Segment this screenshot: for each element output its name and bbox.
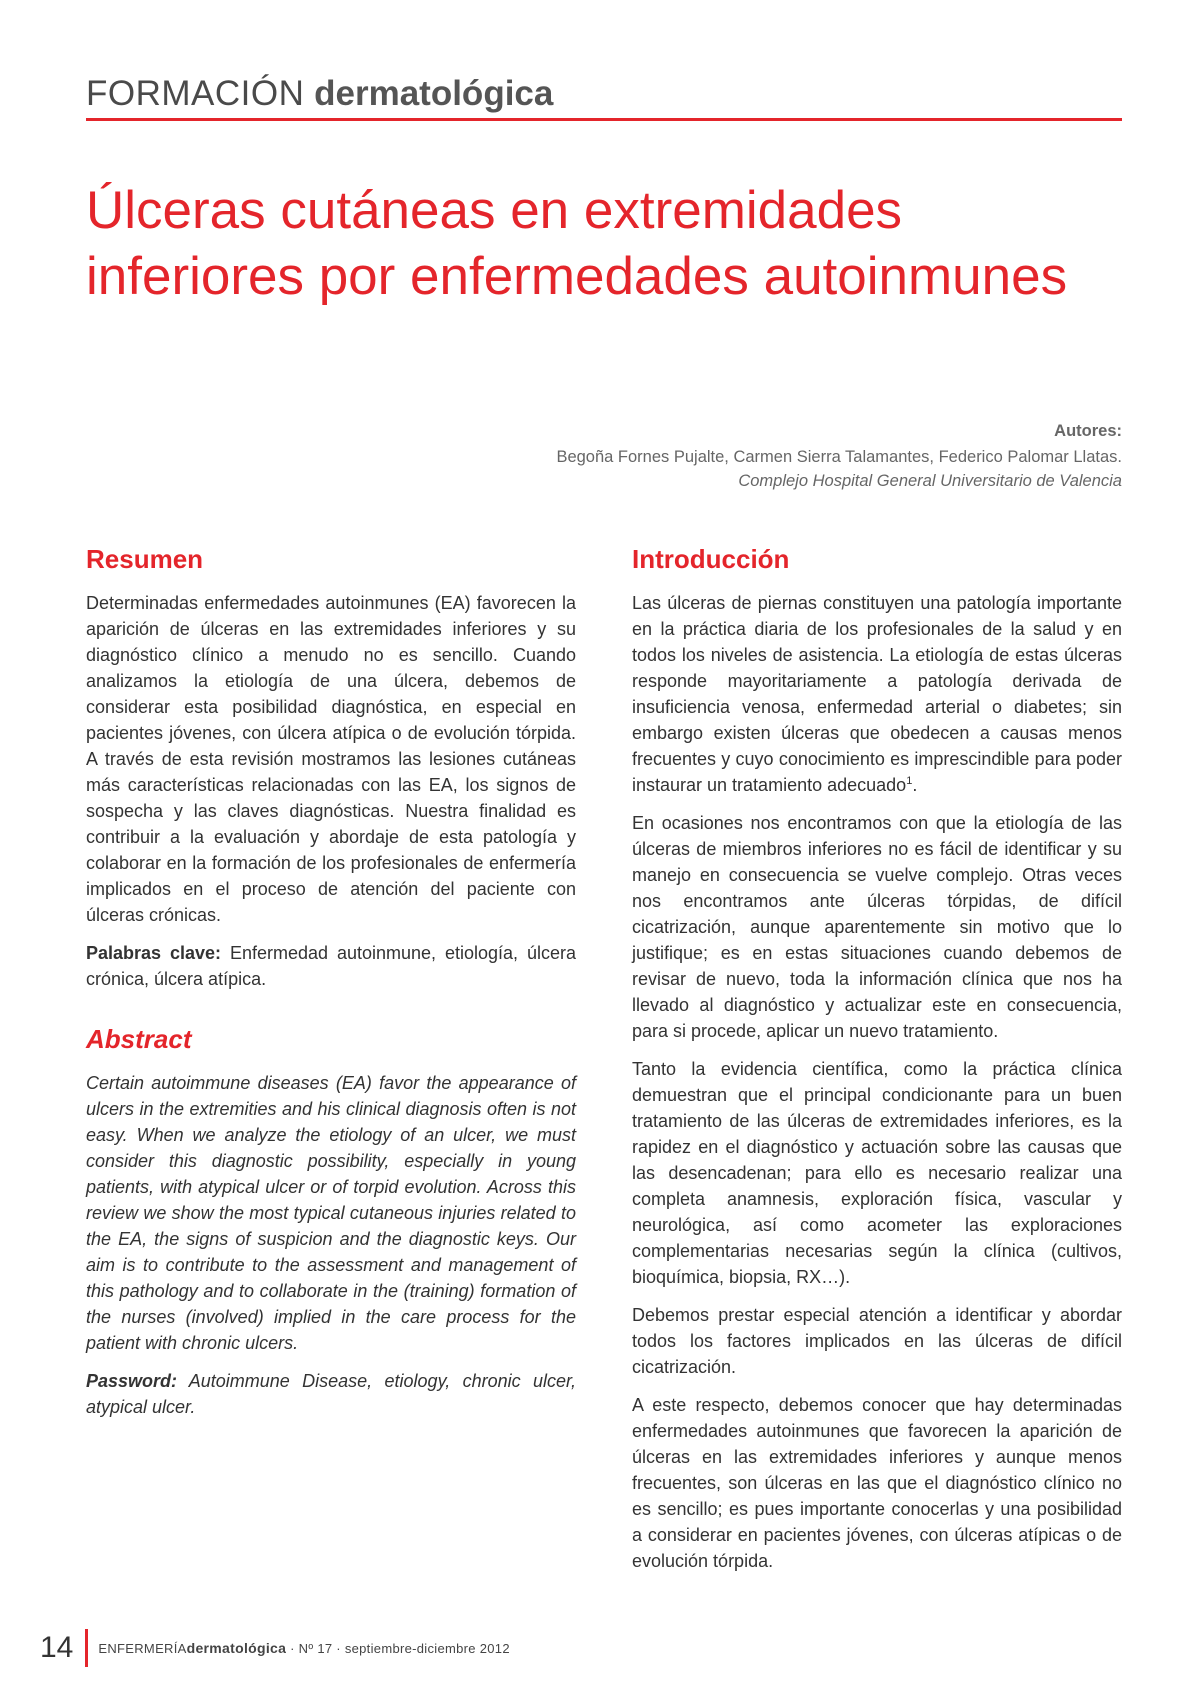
abstract-keywords-label: Password: <box>86 1371 178 1391</box>
introduccion-paragraph-5: A este respecto, debemos conocer que hay determinadas enfermedades autoinmunes que favorecen la aparición de úlceras en las extremidades inferiores y aunque menos frecuentes, son úlceras en las que el diagnóstico clínico no es sencillo; es pues importante conocerlas y una posibilidad a considerar en pacientes jóvenes, con úlceras atípicas o de evolución tórpida. <box>632 1395 1122 1571</box>
section-gap <box>86 1004 576 1022</box>
abstract-body: Certain autoimmune diseases (EA) favor the appearance of ulcers in the extremities and his clinical diagnosis often is not easy. When we analyze the etiology of an ulcer, we must consider this diagnostic possibility, especially in young patients, with atypical ulcer or of torpid evolution. Across this review we show the most typical cutaneous injuries related to the EA, the signs of suspicion and the diagnostic keys. Our aim is to contribute to the assessment and management of this pathology and to collaborate in the (training) formation of the nurses (involved) implied in the care process for the patient with chronic ulcers. <box>86 1073 576 1353</box>
authors-label: Autores: <box>1054 422 1122 440</box>
introduccion-paragraph-2: En ocasiones nos encontramos con que la etiología de las úlceras de miembros inferiores no es fácil de identificar y su manejo en consecuencia se vuelve complejo. Otras veces nos encontramos ante úlceras tórpidas, de difícil cicatrización, aunque aparentemente sin motivo que lo justifique; es en estas situaciones cuando debemos de revisar de nuevo, toda la información clínica que nos ha llevado al diagnóstico y actualizar este en consecuencia, para si procede, aplicar un nuevo tratamiento. <box>632 813 1122 1041</box>
footer-journal-bold: dermatológica <box>186 1640 287 1656</box>
authors-affiliation: Complejo Hospital General Universitario de Valencia <box>738 472 1122 490</box>
article-title: Úlceras cutáneas en extremidades inferiores por enfermedades autoinmunes <box>86 181 1068 306</box>
footer-journal-prefix: ENFERMERÍA <box>98 1641 187 1656</box>
section-header-bold: dermatológica <box>314 74 554 113</box>
section-header <box>86 72 1122 116</box>
resumen-keywords-text: Enfermedad autoinmune, etiología, úlcera crónica, úlcera atípica. <box>86 943 576 989</box>
section-header-light: FORMACIÓN <box>86 74 305 113</box>
abstract-keywords <box>86 1368 576 1420</box>
authors-names: Begoña Fornes Pujalte, Carmen Sierra Talamantes, Federico Palomar Llatas. <box>556 448 1122 466</box>
introduccion-p1-text: Las úlceras de piernas constituyen una patología importante en la práctica diaria de los profesionales de la salud y en todos los niveles de asistencia. La etiología de estas úlceras responde mayoritariamente a patología derivada de insuficiencia venosa, enfermedad arterial o diabetes; sin embargo existen úlceras que obedecen a causas menos frecuentes y cuyo conocimiento es imprescindible para poder instaurar un tratamiento adecuado <box>632 593 1122 795</box>
abstract-heading: Abstract <box>86 1024 192 1054</box>
resumen-body: Determinadas enfermedades autoinmunes (EA) favorecen la aparición de úlceras en las extremidades inferiores y su diagnóstico clínico a menudo no es sencillo. Cuando analizamos la etiología de una úlcera, debemos de considerar esta posibilidad diagnóstica, en especial en pacientes jóvenes, con úlcera atípica o de evolución tórpida. A través de esta revisión mostramos las lesiones cutáneas más características relacionadas con las EA, los signos de sospecha y las claves diagnósticas. Nuestra finalidad es contribuir a la evaluación y abordaje de esta patología y colaborar en la formación de los profesionales de enfermería implicados en el proceso de atención del paciente con úlceras crónicas. <box>86 593 576 925</box>
footer-issue: · Nº 17 · septiembre-diciembre 2012 <box>290 1641 510 1656</box>
introduccion-heading: Introducción <box>632 544 790 574</box>
page-number: 14 <box>40 1631 74 1664</box>
footer-journal <box>98 1640 509 1656</box>
abstract-keywords-text: Autoimmune Disease, etiology, chronic ulcer, atypical ulcer. <box>86 1371 576 1417</box>
introduccion-paragraph-3: Tanto la evidencia científica, como la práctica clínica demuestran que el principal condicionante para un buen tratamiento de las úlceras de extremidades inferiores, es la rapidez en el diagnóstico y actuación sobre las causas que las desencadenan; para ello es necesario realizar una completa anamnesis, exploración física, vascular y neurológica, así como acometer las exploraciones complementarias necesarias según la clínica (cultivos, bioquímica, biopsia, RX…). <box>632 1059 1122 1287</box>
introduccion-paragraph-1 <box>632 590 1122 798</box>
introduccion-p1-end: . <box>912 775 918 795</box>
reference-marker: 1 <box>906 775 913 787</box>
introduccion-paragraph-4: Debemos prestar especial atención a identificar y abordar todos los factores implicados en las úlceras de difícil cicatrización. <box>632 1305 1122 1377</box>
header-rule <box>86 118 1122 121</box>
footer-divider <box>85 1629 88 1667</box>
authors-block <box>322 418 1122 492</box>
left-column <box>86 542 576 1432</box>
page-footer <box>40 1628 510 1668</box>
resumen-keywords <box>86 940 576 992</box>
resumen-heading: Resumen <box>86 544 204 574</box>
resumen-keywords-label: Palabras clave: <box>86 943 222 963</box>
right-column <box>632 542 1122 1586</box>
